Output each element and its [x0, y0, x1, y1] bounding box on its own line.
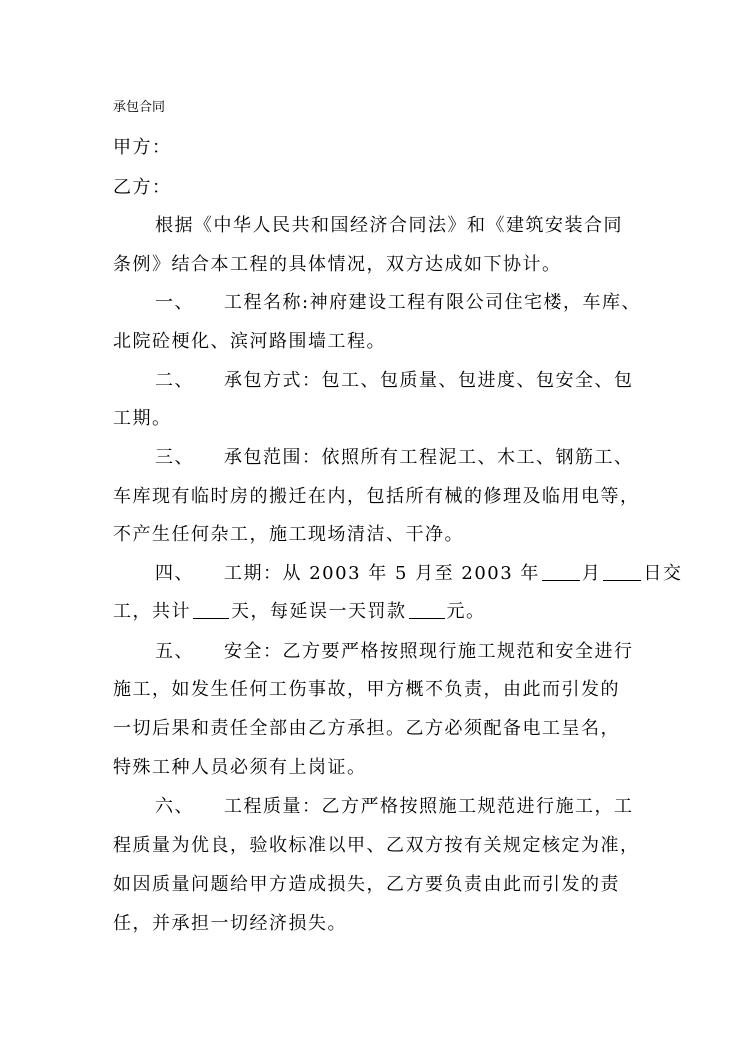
penalty-blank: [409, 600, 445, 619]
section-2-line-1: 二、 承包方式：包工、包质量、包进度、包安全、包: [155, 370, 634, 391]
section-1-line-1: 一、 工程名称:神府建设工程有限公司住宅楼，车库、: [155, 292, 642, 313]
day-blank: [603, 562, 641, 581]
section-4-text-c: 日交: [643, 563, 683, 584]
section-3-line-2: 车库现有临时房的搬迁在内，包括所有械的修理及临用电等，: [113, 486, 640, 507]
section-4-line-1: [155, 562, 682, 586]
month-blank: [542, 562, 580, 581]
section-3-line-3: 不产生任何杂工，施工现场清洁、干净。: [113, 524, 464, 545]
section-1-line-2: 北院砼梗化、滨河路围墙工程。: [113, 331, 386, 352]
intro-line-1: 根据《中华人民共和国经济合同法》和《建筑安装合同: [155, 215, 623, 236]
section-4-text-a: 四、 工期：从 2003 年 5 月至 2003 年: [155, 563, 540, 584]
section-3-line-1: 三、 承包范围：依照所有工程泥工、木工、钢筋工、: [155, 447, 634, 468]
section-4-text-d: 工，共计: [113, 601, 191, 622]
section-2-line-2: 工期。: [113, 408, 172, 429]
section-4-text-b: 月: [581, 563, 602, 584]
section-6-line-4: 任，并承担一切经济损失。: [113, 913, 347, 934]
section-5-line-4: 特殊工种人员必须有上岗证。: [113, 757, 367, 778]
section-4-text-f: 元。: [446, 601, 486, 622]
section-5-line-2: 施工，如发生任何工伤事故，甲方概不负责，由此而引发的: [113, 679, 620, 700]
section-4-text-e: 天，每延误一天罚款: [231, 601, 407, 622]
section-4-line-2: [113, 600, 486, 624]
section-6-line-3: 如因质量问题给甲方造成损失，乙方要负责由此而引发的责: [113, 874, 620, 895]
party-b-line: 乙方：: [113, 177, 172, 198]
section-6-line-2: 程质量为优良，验收标准以甲、乙双方按有关规定核定为准，: [113, 835, 640, 856]
party-a-line: 甲方：: [113, 137, 172, 158]
section-5-line-1: 五、 安全：乙方要严格按照现行施工规范和安全进行: [155, 641, 634, 662]
document-header: 承包合同: [113, 100, 166, 115]
section-5-line-3: 一切后果和责任全部由乙方承担。乙方必须配备电工呈名，: [113, 718, 620, 739]
section-6-line-1: 六、 工程质量：乙方严格按照施工规范进行施工，工: [155, 796, 634, 817]
intro-line-2: 条例》结合本工程的具体情况，双方达成如下协计。: [113, 254, 562, 275]
days-blank: [193, 600, 229, 619]
